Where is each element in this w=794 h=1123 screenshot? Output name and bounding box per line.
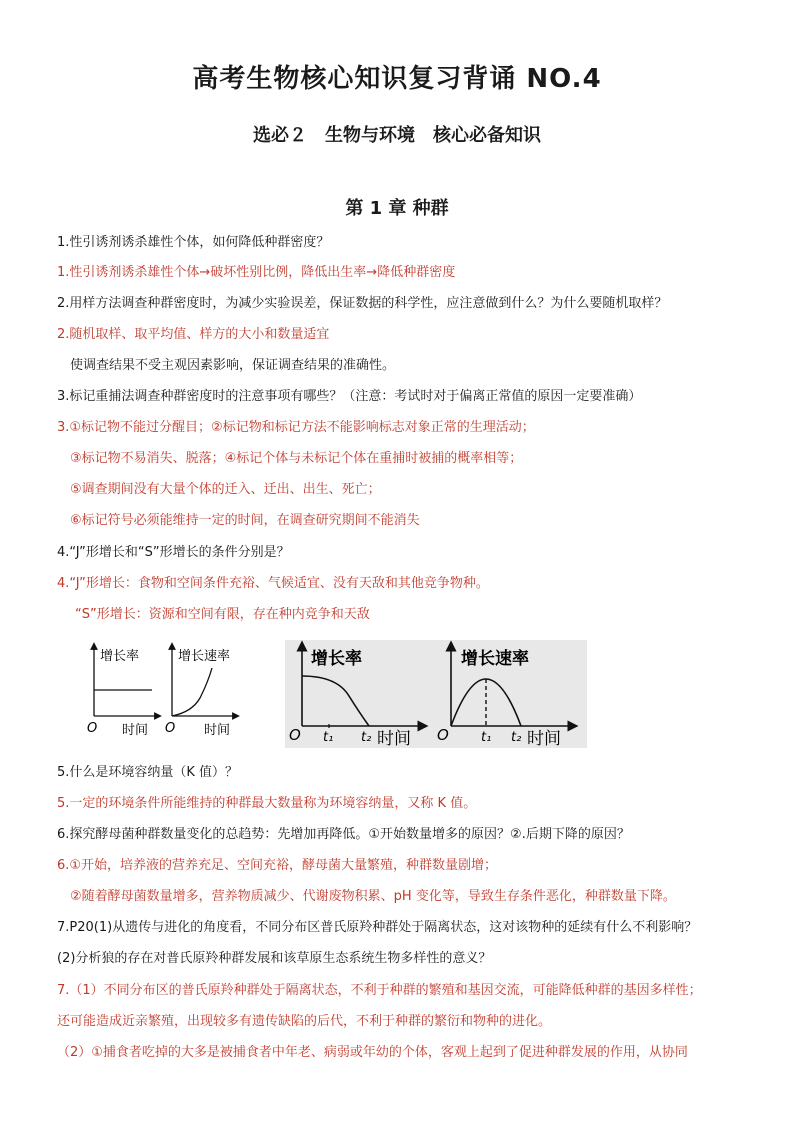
s-growth-graphs-panel [285, 640, 587, 748]
answer-6-line-1: 6.①开始，培养液的营养充足、空间充裕，酵母菌大量繁殖，种群数量剧增； [57, 858, 498, 873]
answer-7-line-3: （2）①捕食者吃掉的大多是被捕食者中年老、病弱或年幼的个体，客观上起到了促进种群发展的作用，从协同 [57, 1045, 688, 1060]
question-4: 4.“J”形增长和“S”形增长的条件分别是？ [57, 545, 290, 560]
answer-7-line-1: 7.（1）不同分布区的普氏原羚种群处于隔离状态，不利于种群的繁殖和基因交流，可能降低种群的基因多样性； [57, 983, 702, 998]
y-axis-label: 增长速率 [461, 649, 529, 669]
page-title: 高考生物核心知识复习背诵 NO.4 [192, 64, 602, 94]
page-subtitle: 选必２ 生物与环境 核心必备知识 [253, 125, 541, 146]
t1-label: t₁ [323, 730, 334, 745]
j-growth-rate-graph [82, 640, 164, 744]
question-7-line-1: 7.P20(1)从遗传与进化的角度看，不同分布区普氏原羚种群处于隔离状态，这对该物种的延续有什么不利影响？ [57, 920, 698, 935]
answer-1: 1.性引诱剂诱杀雄性个体→破坏性别比例，降低出生率→降低种群密度 [57, 265, 456, 280]
t2-label: t₂ [361, 730, 372, 745]
origin-label: O [87, 721, 98, 736]
answer-2-line-1: 2.随机取样、取平均值、样方的大小和数量适宜 [57, 327, 330, 342]
question-6: 6.探究酵母菌种群数量变化的总趋势：先增加再降低。①开始数量增多的原因？②.后期下降的原因？ [57, 827, 630, 842]
origin-label: O [165, 721, 176, 736]
answer-6-line-2: ②随着酵母菌数量增多，营养物质减少、代谢废物积累、pH 变化等，导致生存条件恶化，种群数量下降。 [70, 889, 676, 904]
answer-7-line-2: 还可能造成近亲繁殖，出现较多有遗传缺陷的后代，不利于种群的繁衍和物种的进化。 [57, 1014, 552, 1029]
x-axis-label: 时间 [527, 729, 561, 748]
answer-4-line-2: “S”形增长：资源和空间有限，存在种内竞争和天敌 [75, 607, 370, 622]
question-7-line-2: (2)分析狼的存在对普氏原羚种群发展和该草原生态系统生物多样性的意义？ [57, 951, 492, 966]
question-2: 2.用样方法调查种群密度时，为减少实验误差，保证数据的科学性，应注意做到什么？为什么要随机取样？ [57, 296, 668, 311]
y-axis-label: 增长速率 [178, 649, 231, 664]
y-axis-label: 增长率 [311, 649, 362, 669]
j-growth-speed-graph [160, 640, 250, 744]
origin-label: O [437, 726, 449, 744]
chapter-heading: 第 1 章 种群 [345, 198, 449, 219]
exponential-curve [172, 668, 212, 716]
answer-3-line-4: ⑥标记符号必须能维持一定的时间，在调查研究期间不能消失 [70, 513, 420, 528]
question-5: 5.什么是环境容纳量（K 值）？ [57, 765, 239, 780]
answer-3-line-3: ⑤调查期间没有大量个体的迁入、迁出、出生、死亡； [70, 482, 381, 497]
x-axis-label: 时间 [204, 723, 231, 738]
question-3: 3.标记重捕法调查种群密度时的注意事项有哪些？（注意：考试时对于偏离正常值的原因一定要准确） [57, 389, 642, 404]
t2-label: t₂ [511, 730, 522, 745]
answer-5: 5.一定的环境条件所能维持的种群最大数量称为环境容纳量，又称 K 值。 [57, 796, 477, 811]
answer-3-line-1: 3.①标记物不能过分醒目；②标记物和标记方法不能影响标志对象正常的生理活动； [57, 420, 535, 435]
answer-4-line-1: 4.“J”形增长：食物和空间条件充裕、气候适宜、没有天敌和其他竞争物种。 [57, 576, 489, 591]
y-axis-label: 增长率 [100, 649, 140, 664]
x-axis-label: 时间 [122, 723, 149, 738]
t1-label: t₁ [481, 730, 492, 745]
question-1: 1.性引诱剂诱杀雄性个体，如何降低种群密度？ [57, 235, 330, 250]
answer-2-line-2: 使调查结果不受主观因素影响，保证调查结果的准确性。 [70, 358, 396, 373]
answer-3-line-2: ③标记物不易消失、脱落；④标记个体与未标记个体在重捕时被捕的概率相等； [70, 451, 523, 466]
origin-label: O [289, 726, 301, 744]
x-axis-label: 时间 [377, 729, 411, 748]
